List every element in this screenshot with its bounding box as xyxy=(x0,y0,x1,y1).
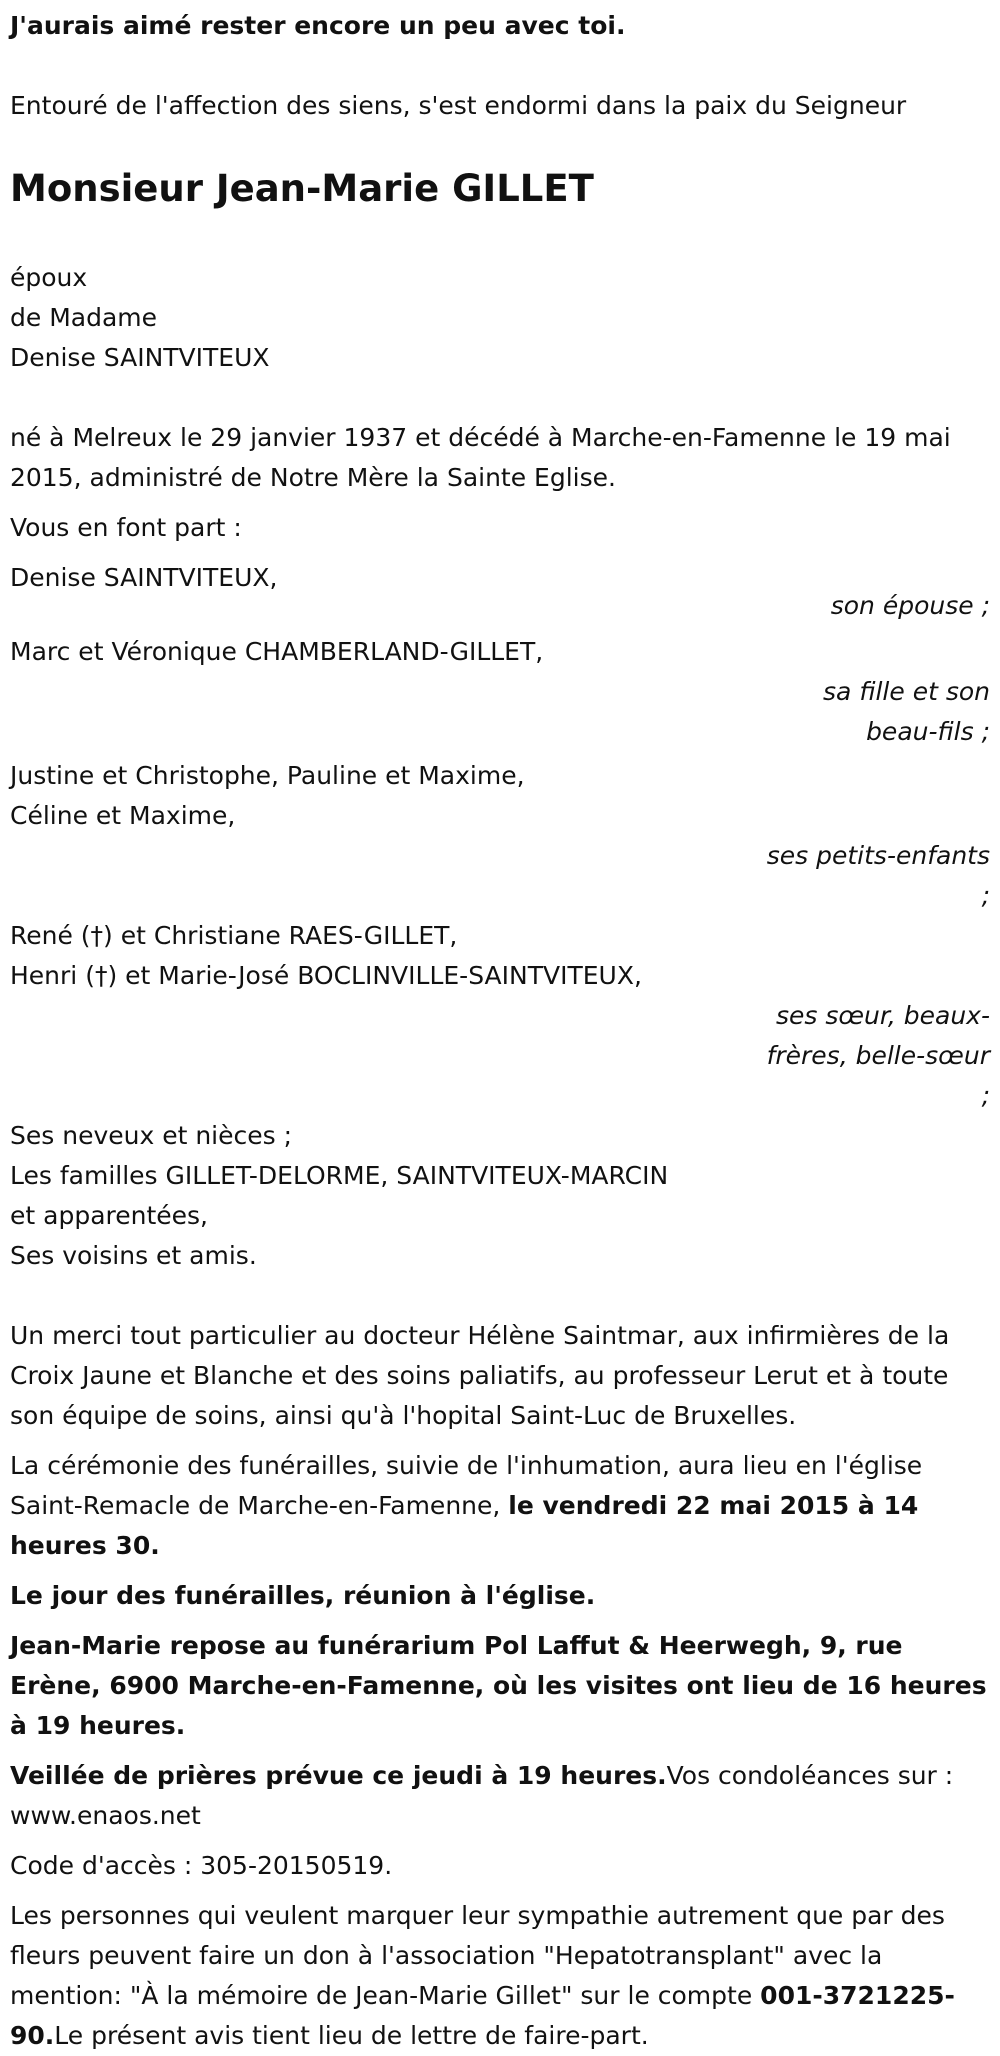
mourner-line: Justine et Christophe, Pauline et Maxime, xyxy=(10,761,525,790)
thanks-text: Un merci tout particulier au docteur Hélène Saintmar, aux infirmières de la Croix Jaune et Blanche et des soins paliatifs, au professeur Lerut et à toute son équipe de soins, ainsi qu'à l'hopital Saint-Luc de Bruxelles. xyxy=(10,1321,950,1430)
spouse-line: Denise SAINTVITEUX xyxy=(10,343,270,372)
birth-death-text: né à Melreux le 29 janvier 1937 et décédé à Marche-en-Famenne le 19 mai 2015, administré de Notre Mère la Sainte Eglise. xyxy=(10,423,951,492)
obituary-notice xyxy=(10,0,990,2056)
intro-text: Entouré de l'affection des siens, s'est endormi dans la paix du Seigneur xyxy=(10,91,907,120)
mourner-relation: sa fille et son beau-fils ; xyxy=(823,677,990,746)
spouse-line: de Madame xyxy=(10,303,158,332)
mourner-relation: son épouse ; xyxy=(830,591,990,620)
other-mourner-line: et apparentées, xyxy=(10,1201,208,1230)
deceased-name: Monsieur Jean-Marie GILLET xyxy=(10,167,594,210)
condolences-link: Vos condoléances sur : www.enaos.net xyxy=(10,1761,954,1830)
spouse-line: époux xyxy=(10,263,88,292)
vigil-text xyxy=(10,1756,990,1836)
mourner-entry xyxy=(10,916,990,1116)
other-mourner-line: Ses neveux et nièces ; xyxy=(10,1121,293,1150)
access-code: Code d'accès : 305-20150519. xyxy=(10,1851,393,1880)
closing-text: Le présent avis tient lieu de lettre de faire-part. xyxy=(54,2021,649,2050)
ceremony-text xyxy=(10,1446,990,1566)
other-mourners xyxy=(10,1116,990,1276)
bank-account: 001-3721225-90. xyxy=(10,1981,955,2050)
ceremony-place: La cérémonie des funérailles, suivie de l'inhumation, aura lieu en l'église Saint-Remacle de Marche-en-Famenne, xyxy=(10,1451,923,1520)
other-mourner-line: Ses voisins et amis. xyxy=(10,1241,257,1270)
mourner-line: Céline et Maxime, xyxy=(10,801,236,830)
mourner-line: Henri (†) et Marie-José BOCLINVILLE-SAINTVITEUX, xyxy=(10,961,642,990)
vigil-announcement: Veillée de prières prévue ce jeudi à 19 heures. xyxy=(10,1761,667,1790)
spouse-block xyxy=(10,258,990,378)
mourner-line: Denise SAINTVITEUX, xyxy=(10,563,278,592)
announce-text: Vous en font part : xyxy=(10,513,242,542)
donation-info: Les personnes qui veulent marquer leur sympathie autrement que par des fleurs peuvent faire un don à l'association "Hepatotransplant" avec la mention: "À la mémoire de Jean-Marie Gillet" sur le compte xyxy=(10,1901,945,2010)
mourner-relation: ses sœur, beaux-frères, belle-sœur ; xyxy=(766,1001,990,1110)
donation-text xyxy=(10,1896,990,2056)
mourner-entry xyxy=(10,558,990,626)
mourner-line: Marc et Véronique CHAMBERLAND-GILLET, xyxy=(10,637,544,666)
mourner-entry xyxy=(10,756,990,916)
other-mourner-line: Les familles GILLET-DELORME, SAINTVITEUX-MARCIN xyxy=(10,1161,669,1190)
ceremony-date: le vendredi 22 mai 2015 à 14 heures 30. xyxy=(10,1491,919,1560)
funeral-home-text: Jean-Marie repose au funérarium Pol Laffut & Heerwegh, 9, rue Erène, 6900 Marche-en-Famenne, où les visites ont lieu de 16 heures à 19 heures. xyxy=(10,1631,987,1740)
mourner-line: René (†) et Christiane RAES-GILLET, xyxy=(10,921,458,950)
motto: J'aurais aimé rester encore un peu avec toi. xyxy=(10,11,626,40)
meeting-text: Le jour des funérailles, réunion à l'église. xyxy=(10,1581,596,1610)
mourner-entry xyxy=(10,632,990,752)
mourner-relation: ses petits-enfants ; xyxy=(766,841,990,910)
